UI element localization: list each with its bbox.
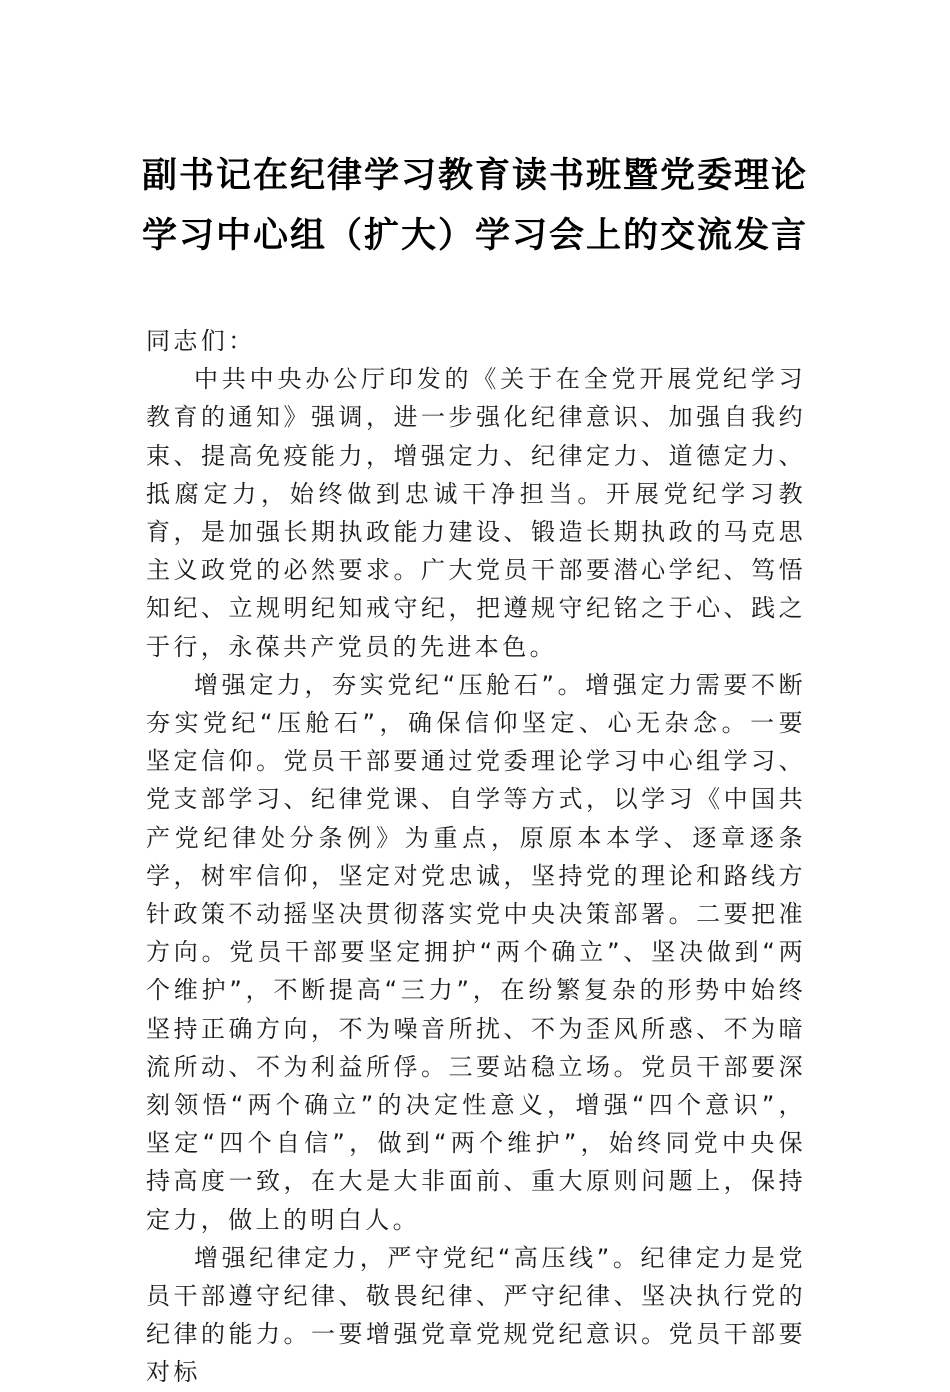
paragraph-discipline-resolve: 增强纪律定力，严守党纪“高压线”。纪律定力是党员干部遵守纪律、敬畏纪律、严守纪律、坚决执行党的纪律的能力。一要增强党章党规党纪意识。党员干部要对标 [146, 1243, 806, 1387]
greeting: 同志们： [146, 327, 256, 355]
paragraph-strengthen-resolve: 增强定力，夯实党纪“压舱石”。增强定力需要不断夯实党纪“压舱石”，确保信仰坚定、心无杂念。一要坚定信仰。党员干部要通过党委理论学习中心组学习、党支部学习、纪律党课、自学等方式，以学习《中国共产党纪律处分条例》为重点，原原本本学、逐章逐条学，树牢信仰，坚定对党忠诚，坚持党的理论和路线方针政策不动摇坚决贯彻落实党中央决策部署。二要把准方向。党员干部要坚定拥护“两个确立”、坚决做到“两个维护”，不断提高“三力”，在纷繁复杂的形势中始终坚持正确方向，不为噪音所扰、不为歪风所惑、不为暗流所动、不为利益所俘。三要站稳立场。党员干部要深刻领悟“两个确立”的决定性意义，增强“四个意识”，坚定“四个自信”，做到“两个维护”，始终同党中央保持高度一致，在大是大非面前、重大原则问题上，保持定力，做上的明白人。 [146, 670, 806, 1234]
document-title [0, 155, 950, 256]
document-body [146, 322, 806, 1392]
title-line-1: 副书记在纪律学习教育读书班暨党委理论 [141, 155, 808, 196]
title-line-2: 学习中心组（扩大）学习会上的交流发言 [141, 215, 808, 256]
paragraph-intro: 中共中央办公厅印发的《关于在全党开展党纪学习教育的通知》强调，进一步强化纪律意识、加强自我约束、提高免疫能力，增强定力、纪律定力、道德定力、抵腐定力，始终做到忠诚干净担当。开展党纪学习教育，是加强长期执政能力建设、锻造长期执政的马克思主义政党的必然要求。广大党员干部要潜心学纪、笃悟知纪、立规明纪知戒守纪，把遵规守纪铭之于心、践之于行，永葆共产党员的先进本色。 [146, 365, 806, 661]
